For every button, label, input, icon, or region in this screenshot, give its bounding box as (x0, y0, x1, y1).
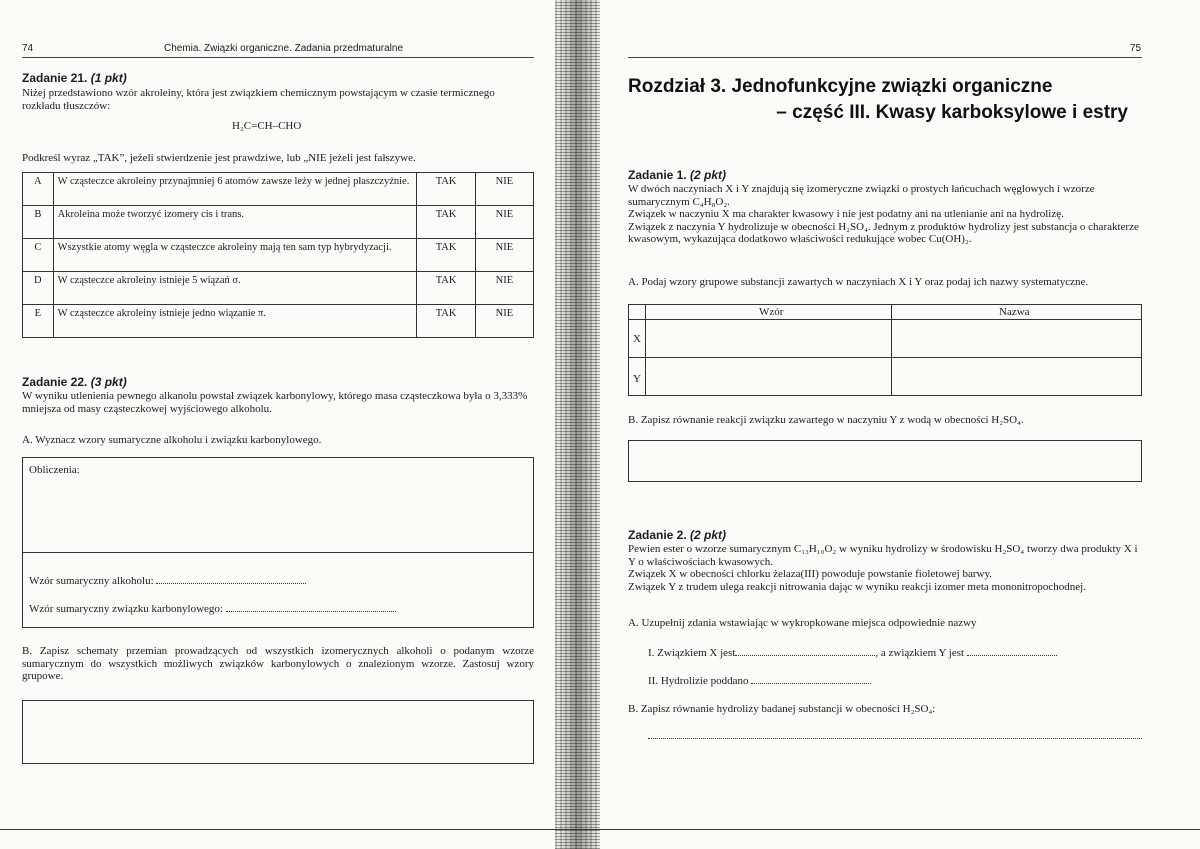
row-x-label: X (633, 333, 641, 345)
task22-intro: W wyniku utlenienia pewnego alkanolu powstał związek karbonylowy, którego masa cząsteczkowa była o 3,333% mniejsza od masy cząsteczkowej wyjściowego alkoholu. (22, 390, 528, 415)
task21-title: Zadanie 21. (1 pkt) (22, 71, 127, 85)
left-page (0, 0, 555, 849)
row-y-label: Y (633, 373, 641, 385)
statement-text: Akroleina może tworzyć izomery cis i trans. (53, 206, 417, 239)
answer-box (22, 552, 534, 628)
statement-row-d (23, 272, 534, 305)
true-false-table (22, 172, 534, 338)
task22-part-a: A. Wyznacz wzory sumaryczne alkoholu i związku karbonylowego. (22, 434, 322, 446)
nie-option[interactable]: NIE (475, 173, 533, 206)
hydrolysis-answer-line[interactable] (648, 738, 1142, 739)
statement-text: W cząsteczce akroleiny istnieje jedno wiązanie π. (53, 305, 417, 338)
x-name-cell[interactable] (892, 320, 1141, 357)
column-name-header: Nazwa (999, 306, 1030, 318)
tak-option[interactable]: TAK (417, 239, 475, 272)
nie-option[interactable]: NIE (475, 206, 533, 239)
y-formula-cell[interactable] (646, 358, 891, 395)
tak-option[interactable]: TAK (417, 173, 475, 206)
statement-row-c (23, 239, 534, 272)
carbonyl-formula-line[interactable]: Wzór sumaryczny związku karbonylowego: (29, 601, 396, 616)
schemes-answer-box[interactable] (22, 700, 534, 764)
nie-option[interactable]: NIE (475, 272, 533, 305)
statement-letter: A (23, 173, 54, 206)
x-formula-cell[interactable] (646, 320, 891, 357)
task22-part-b: B. Zapisz schematy przemian prowadzących od wszystkich izomerycznych alkoholi o podanym wzorze sumarycznym do wszystkich możliwych związków karbonylowych o znalezionym wzorze. Zastosuj wzory grupowe. (22, 645, 534, 682)
page-number: 75 (1130, 43, 1142, 54)
task21-formula: H₂C=CH–CHO (232, 120, 302, 132)
task1-part-b: B. Zapisz równanie reakcji związku zawartego w naczyniu Y z wodą w obecności H₂SO₄. (628, 414, 1024, 426)
task21-intro: Niżej przedstawiono wzór akroleiny, która jest związkiem chemicznym powstającym w czasie termicznego rozkładu tłuszczów: (22, 87, 495, 112)
task2-line1: Pewien ester o wzorze sumarycznym C₁₃H₁₀O₂ w wyniku hydrolizy w środowisku H₂SO₄ tworzy dwa produkty X i Y o właściwościach kwasowych. (628, 543, 1138, 568)
task21-instruction: Podkreśl wyraz „TAK”, jeżeli stwierdzenie jest prawdziwe, lub „NIE jeżeli jest fałszywe. (22, 152, 416, 164)
task2-text (628, 543, 1142, 593)
header-rule (22, 57, 534, 58)
chapter-title-line2: – część III. Kwasy karboksylowe i estry (776, 102, 1128, 123)
task1-line1: W dwóch naczyniach X i Y znajdują się izomeryczne związki o prostych łańcuchach węglowych i wzorze sumarycznym C₄H₈O₂. (628, 183, 1095, 208)
calculations-label: Obliczenia: (29, 464, 80, 476)
task2-line3: Związek Y z trudem ulega reakcji nitrowania dając w wyniku reakcji izomer meta mononitropochodnej. (628, 580, 1086, 593)
header-rule (628, 57, 1142, 58)
statement-letter: D (23, 272, 54, 305)
task2-part-a: A. Uzupełnij zdania wstawiając w wykropkowane miejsca odpowiednie nazwy (628, 617, 977, 629)
task2-part-b: B. Zapisz równanie hydrolizy badanej substancji w obecności H₂SO₄: (628, 703, 936, 715)
statement-letter: B (23, 206, 54, 239)
statement-row-a (23, 173, 534, 206)
task1-line2: Związek w naczyniu X ma charakter kwasowy i nie jest podatny ani na utlenianie ani na hydrolizę. (628, 208, 1064, 220)
column-formula-header: Wzór (759, 306, 784, 318)
y-name-cell[interactable] (892, 358, 1141, 395)
tak-option[interactable]: TAK (417, 305, 475, 338)
alcohol-formula-line[interactable]: Wzór sumaryczny alkoholu: (29, 573, 306, 588)
task2-line2: Związek X w obecności chlorku żelaza(III) powoduje powstanie fioletowej barwy. (628, 568, 992, 580)
page-number: 74 (22, 43, 34, 54)
bottom-rule (0, 829, 1200, 830)
book-gutter (555, 0, 600, 849)
equation-answer-box[interactable] (628, 440, 1142, 482)
task1-part-a: A. Podaj wzory grupowe substancji zawartych w naczyniach X i Y oraz podaj ich nazwy systematyczne. (628, 276, 1089, 288)
formula-name-table (628, 304, 1142, 396)
task1-text (628, 183, 1142, 246)
task2-title: Zadanie 2. (2 pkt) (628, 528, 727, 542)
statement-text: W cząsteczce akroleiny istnieje 5 wiązań σ. (53, 272, 417, 305)
statement-text: Wszystkie atomy węgla w cząsteczce akroleiny mają ten sam typ hybrydyzacji. (53, 239, 417, 272)
statement-row-e (23, 305, 534, 338)
tak-option[interactable]: TAK (417, 272, 475, 305)
task1-line3: Związek z naczynia Y hydrolizuje w obecności H₂SO₄. Jednym z produktów hydrolizy jest substancja o charakterze kwasowym, wykazująca dodatkowo właściwości redukujące wobec Cu(OH)₂. (628, 220, 1139, 245)
fill-in-line-2[interactable]: II. Hydrolizie poddano (648, 673, 1142, 688)
statement-text: W cząsteczce akroleiny przynajmniej 6 atomów zawsze leży w jednej płaszczyźnie. (53, 173, 417, 206)
statement-row-b (23, 206, 534, 239)
task22-title: Zadanie 22. (3 pkt) (22, 375, 127, 389)
right-page (600, 0, 1200, 849)
calculations-box[interactable] (22, 457, 534, 553)
nie-option[interactable]: NIE (475, 305, 533, 338)
task1-title: Zadanie 1. (2 pkt) (628, 168, 727, 182)
running-header: Chemia. Związki organiczne. Zadania przedmaturalne (164, 43, 404, 54)
tak-option[interactable]: TAK (417, 206, 475, 239)
fill-in-line-1[interactable]: I. Związkiem X jest , a związkiem Y jest (648, 645, 1142, 660)
chapter-title-line1: Rozdział 3. Jednofunkcyjne związki organiczne (628, 76, 1053, 97)
statement-letter: E (23, 305, 54, 338)
nie-option[interactable]: NIE (475, 239, 533, 272)
statement-letter: C (23, 239, 54, 272)
